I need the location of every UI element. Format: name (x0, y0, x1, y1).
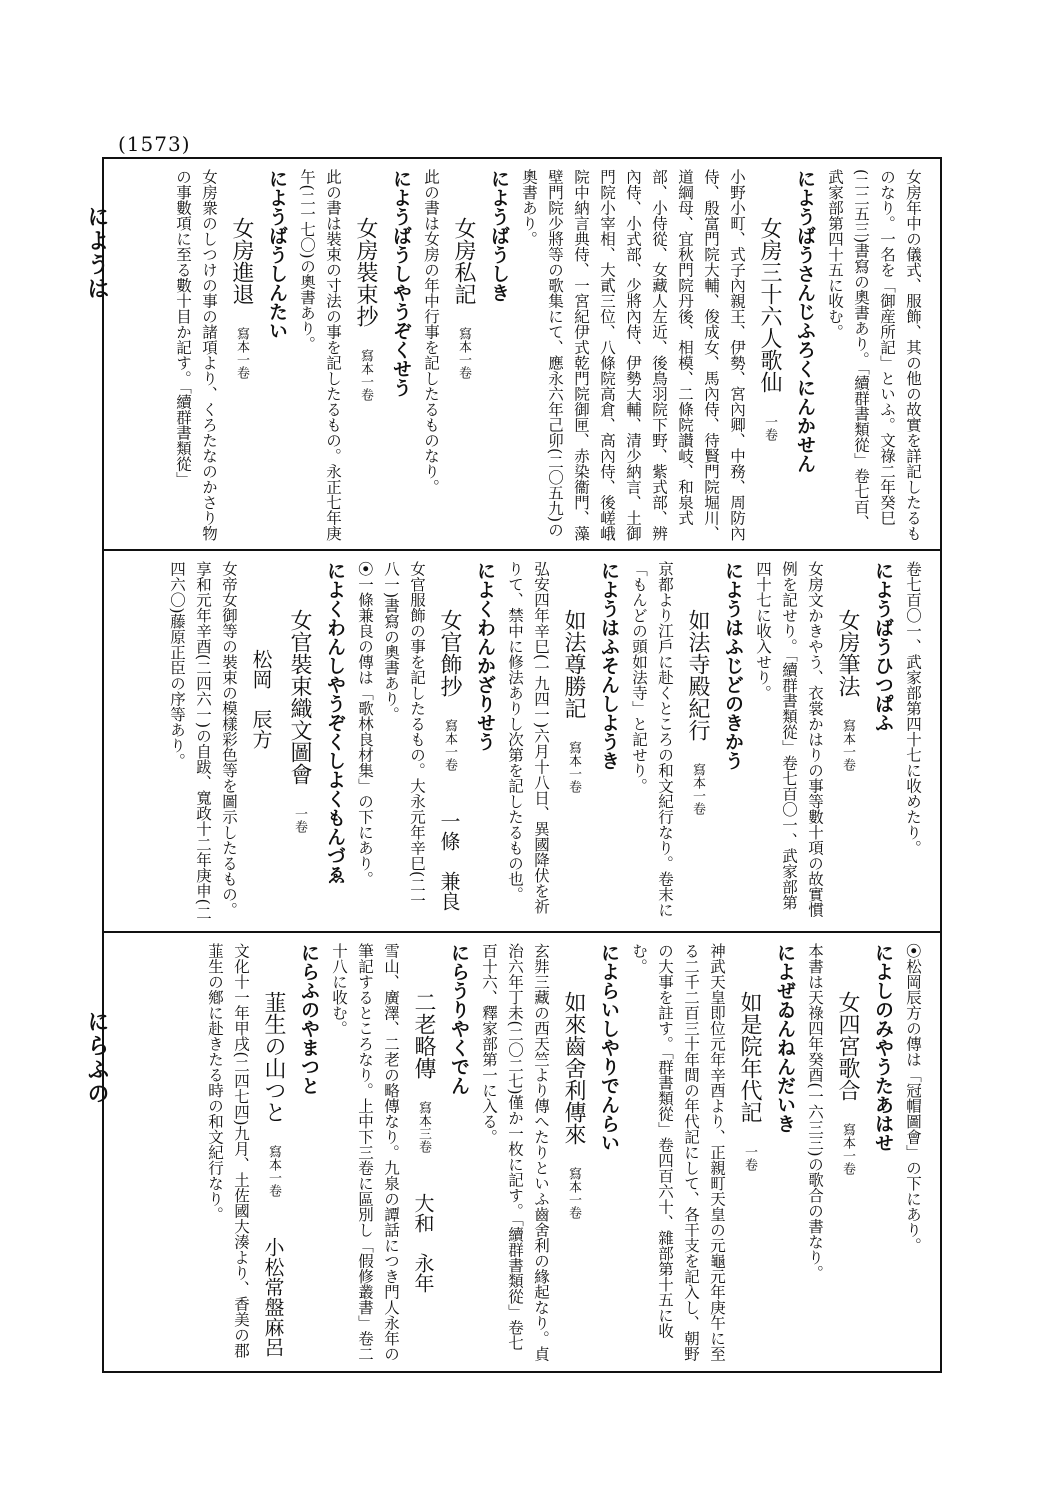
entry-description: 雪山、廣澤、二老の略傳なり。九泉の譚話につき門人永年の筆記するところなり。上中下三卷に區別し「假修叢書」卷二十八に收む。 (330, 943, 400, 1362)
entry-title-line (828, 561, 866, 923)
entry-volume: 寫本一卷 (358, 349, 373, 401)
entry-title: 如來齒舍利傳來 (561, 991, 586, 1145)
entry-description: 卷七百〇一、武家部第四十七に收めたり。 (904, 561, 922, 856)
entry-title: 韮生の山つと (261, 991, 286, 1123)
entry-reading-heading: によぜゐんねんだいき (774, 943, 796, 1133)
section-top (104, 159, 940, 549)
entry-reading-heading: にようばうしんたい (266, 169, 288, 340)
entry-reading-heading: にようはふじどのきかう (722, 561, 744, 770)
entry-volume: 寫本三卷 (416, 1101, 431, 1153)
entry-title-line (404, 943, 442, 1363)
section-body (116, 561, 926, 923)
side-index-label-top: にようは (84, 205, 110, 301)
dictionary-entry (626, 561, 750, 923)
entry-description: 玄弉三藏の西天竺より傳へたりといふ齒舍利の緣起なり。貞治六年丁未(二〇二七)僅か一枚に記す。「續群書類從」卷七百十六、釋家部第一に入る。 (480, 943, 550, 1362)
entry-description: 女官服飾の事を記したるもの。大永元年辛巳(二一八一)書寫の奧書あり。 (382, 561, 426, 909)
entry-volume: 寫本一卷 (840, 1123, 855, 1175)
entry-author: 一條 兼良 (437, 811, 461, 911)
side-index-label-bottom: にらふの (84, 1010, 110, 1106)
entry-title: 女官飾抄 (437, 609, 462, 697)
entry-reading-heading: にようばうさんじふろくにんかせん (794, 169, 816, 473)
entry-description: 女房年中の儀式、服飾、其の他の故實を詳記したるものなり。一名を「御産所記」といふ。文祿二年癸巳(二二五三)書寫の奧書あり。「續群書類從」卷七百、武家部第四十五に收む。 (826, 169, 922, 541)
entry-title-line (346, 169, 384, 541)
entry-title-line (554, 561, 592, 923)
entry-author: 小松常盤麻呂 (261, 1237, 285, 1357)
entry-title-line (254, 943, 292, 1363)
entry-volume: 寫本一卷 (234, 327, 249, 379)
entry-title: 女房私記 (451, 217, 476, 305)
dictionary-entry (352, 561, 502, 923)
dictionary-entry (170, 169, 294, 541)
entry-title-line (730, 943, 768, 1363)
entry-title: 如是院年代記 (737, 991, 762, 1123)
dictionary-entry (900, 561, 926, 923)
entry-author: 大和 永年 (411, 1193, 435, 1293)
dictionary-entry (802, 943, 900, 1363)
entry-volume: 一卷 (742, 1145, 757, 1171)
entry-description: 弘安四年辛巳(一九四一)六月十八日、異國降伏を祈りて、禁中に修法ありし次第を記したるもの也。 (506, 561, 550, 915)
dictionary-entry (164, 561, 352, 923)
dictionary-entry (900, 943, 926, 1363)
entry-reading-heading: によくわんかざりせう (474, 561, 496, 751)
page-number: (1573) (118, 132, 191, 156)
entry-title-line (828, 943, 866, 1363)
entry-title-line (444, 169, 482, 541)
entry-volume: 寫本一卷 (266, 1145, 281, 1197)
entry-title: 女房裝束抄 (353, 217, 378, 327)
entry-reading-heading: にらうりやくでん (448, 943, 470, 1095)
entry-description: 女房衆のしつけの事の諸項より、くろたなのかさり物の事數項に至る數十目か記す。「續群書類從」 (174, 169, 218, 541)
entry-description: 小野小町、式子內親王、伊勢、宮內卿、中務、周防內侍、殷富門院大輔、俊成女、馬內侍、待賢門院堀川、道綱母、宜秋門院丹後、相模、二條院讃岐、和泉式部、小侍從、女藏人左近、後鳥羽院下野、紫式部、辨內侍、小式部、少將內侍、伊勢大輔、清少納言、土御門院小宰相、大貳三位、八條院高倉、高內侍、後嵯峨院中納言典侍、一宮紀伊式乾門院御匣、赤染衞門、藻壁門院少將等の歌集にて、應永六年己卯(二〇五九)の奧書あり。 (520, 169, 746, 541)
entry-description: 神武天皇即位元年辛酉より、正親町天皇の元龜元年庚午に至る二千二百三十年間の年代記にして、各干支を記入し、朝野の大事を註す。「群書類從」卷四百六十、雜部第十五に收む。 (630, 943, 726, 1362)
entry-reading-heading: にようばうしやうぞくせう (390, 169, 412, 397)
entry-reading-heading: によくわんしやうぞくしよくもんづゑ (324, 561, 346, 884)
entry-volume: 一卷 (292, 807, 307, 833)
section-middle (104, 549, 940, 931)
entry-description: ⦿一條兼良の傳は「歌林良材集」の下にあり。 (356, 561, 374, 887)
entry-description: 女房文かきやう、衣裳かはりの事等數十項の故實慣例を記せり。「續群書類從」卷七百〇一、武家部第四十七に收入せり。 (754, 561, 824, 918)
section-body (116, 943, 926, 1363)
entry-volume: 寫本一卷 (566, 1167, 581, 1219)
entry-volume: 寫本一卷 (456, 327, 471, 379)
entry-title-line (554, 943, 592, 1363)
section-bottom (104, 931, 940, 1371)
entry-title: 二老略傳 (411, 991, 436, 1079)
dictionary-entry (294, 169, 418, 541)
entry-description: 女帝女御等の裝束の模樣彩色等を圖示したるもの。享和元年辛酉(二四六一)の自跋、寬政十二年庚申(二四六〇)藤原正臣の序等あり。 (168, 561, 238, 921)
dictionary-entry (750, 561, 900, 923)
dictionary-entry (626, 943, 802, 1363)
entry-volume: 寫本一卷 (840, 719, 855, 771)
entry-title: 如法尊勝記 (561, 609, 586, 719)
entry-title-line (222, 169, 260, 541)
entry-reading-heading: によらいしやりでんらい (598, 943, 620, 1152)
entry-title-line (242, 561, 318, 923)
entry-title: 女房進退 (229, 217, 254, 305)
entry-reading-heading: にらふのやまつと (298, 943, 320, 1095)
dictionary-entry (476, 943, 626, 1363)
entry-description: 京都より江戶に赴くところの和文紀行なり。卷末に「もんどの頭如法寺」と記せり。 (630, 561, 674, 918)
entry-description: 文化十一年甲戌(二四七四)九月、土佐國大湊より、香美の郡韮生の鄕に赴きたる時の和文紀行なり。 (206, 943, 250, 1359)
entry-volume: 一卷 (762, 415, 777, 441)
entry-title-line (678, 561, 716, 923)
dictionary-entry (202, 943, 326, 1363)
dictionary-entry (822, 169, 926, 541)
entry-title: 女官裝束織文圖會 (287, 609, 312, 785)
entry-reading-heading: にようはふそんしようき (598, 561, 620, 770)
entry-volume: 寫本一卷 (566, 741, 581, 793)
dictionary-entry (418, 169, 516, 541)
dictionary-entry (502, 561, 626, 923)
entry-title: 女房三十六人歌仙 (757, 217, 782, 393)
entry-description: ⦿松岡辰方の傳は「冠帽圖會」の下にあり。 (904, 943, 922, 1254)
entry-title: 女四宮歌合 (835, 991, 860, 1101)
entry-description: 此の書は裝束の寸法の事を記したるもの。永正七年庚午(二一七〇)の奧書あり。 (298, 169, 342, 541)
entry-reading-heading: によしのみやうたあはせ (872, 943, 894, 1152)
entry-volume: 寫本一卷 (442, 719, 457, 771)
dictionary-entry (516, 169, 822, 541)
entry-title: 如法寺殿紀行 (685, 609, 710, 741)
entry-volume: 寫本一卷 (690, 763, 705, 815)
entry-reading-heading: にようばうひつぱふ (872, 561, 894, 732)
entry-title-line (750, 169, 788, 541)
section-body (116, 169, 926, 541)
dictionary-entry (326, 943, 476, 1363)
entry-description: 此の書は女房の年中行事を記したるものなり。 (422, 169, 440, 495)
entry-description: 本書は天祿四年癸酉(一六三三)の歌合の書なり。 (806, 943, 824, 1281)
entry-author: 松岡 辰方 (249, 649, 273, 749)
page-frame (102, 157, 942, 1373)
entry-reading-heading: にようばうしき (488, 169, 510, 302)
entry-title-line (430, 561, 468, 923)
entry-title: 女房筆法 (835, 609, 860, 697)
